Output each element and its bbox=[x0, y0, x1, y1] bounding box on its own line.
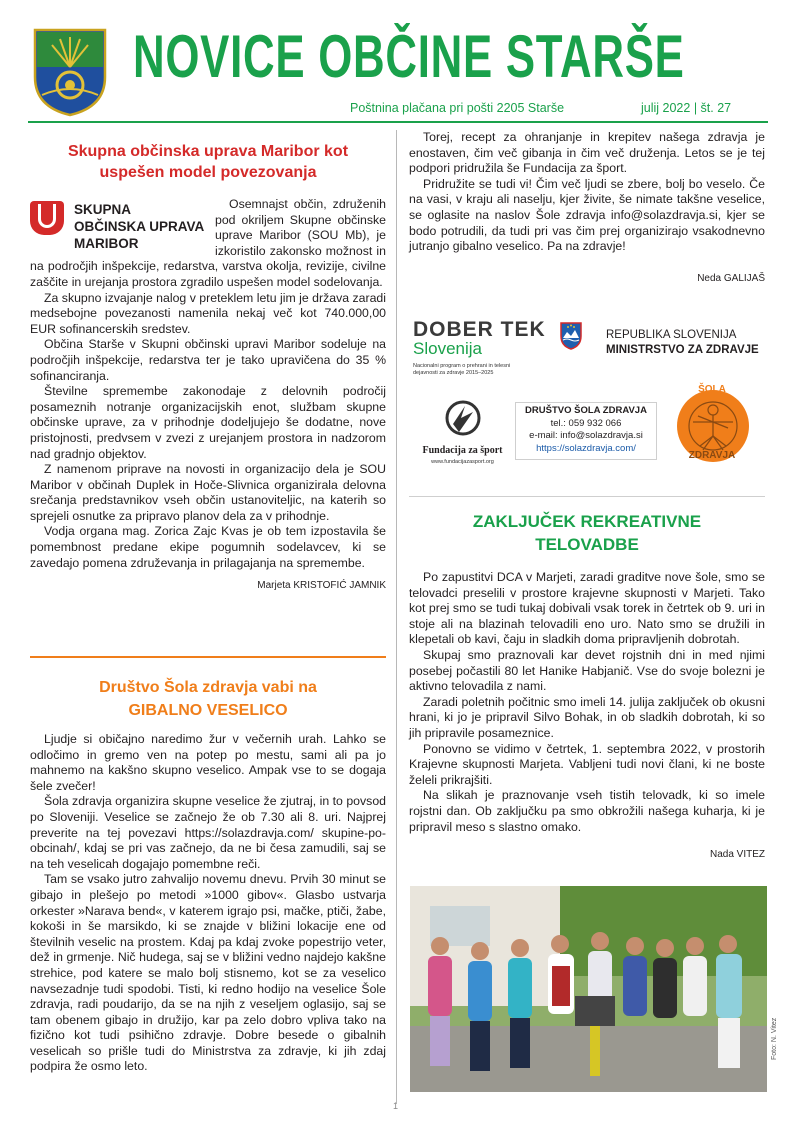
heading-line: ZAKLJUČEK REKREATIVNE bbox=[472, 512, 702, 531]
article-body bbox=[409, 130, 765, 255]
postage-note: Poštnina plačana pri pošti 2205 Starše bbox=[350, 101, 565, 115]
heading-line: GIBALNO VESELICO bbox=[128, 702, 288, 719]
paragraph: Po zapustitvi DCA v Marjeti, zaradi graditve nove šole, smo se telovadci preselili v prostore krajevne skupnosti v Marjeti. Tako kot prej smo se tudi tukaj dobivali vsak torek in četrtek ob 9. uri in stoje ali na blazinah telovadili eno uro. Nato smo se družili in klepetali ob kavi, čaju in sladkih doma pripravljenih dobrotah. bbox=[409, 570, 765, 647]
fundacija-url: www.fundacijazasport.org bbox=[431, 459, 494, 465]
paragraph: Zaradi poletnih počitnic smo imeli 14. julija zaključek ob okusni hrani, ki jo je pripravil Silvo Bohak, in ob sladkih dobrotah, ki so jih pripravile posameznice. bbox=[409, 694, 765, 740]
paragraph: Številne spremembe zakonodaje z delovnih področij posameznih notranje organizacijskih enot, službam skupne občinske uprave, za v prihodnje dodeljujejo še dodatne, nove pristojnosti, predvsem v zvezi z urejanjem prostora in nadzorom nad gradnjo objektov. bbox=[30, 384, 386, 461]
article-body bbox=[30, 732, 386, 1075]
drustvo-contact-box bbox=[515, 402, 657, 460]
photo-credit: Foto: N. Vitez bbox=[771, 1017, 778, 1060]
heading-line: Skupna občinska uprava Maribor kot bbox=[67, 143, 349, 160]
article-body bbox=[30, 197, 386, 571]
paragraph: Šola zdravja organizira skupne veselice že zjutraj, in to povsod po Sloveniji. Veselice se začnejo že ob 7.30 ali 8. uri. Najprej preverite na tej povezavi https://solazdravja.com/ skupine-po-obcinah/, kdaj se pri vas začnejo, da ne bi česa zamudili, saj se na teh veselicah dogajajo pomembne reči. bbox=[30, 794, 386, 871]
sponsor-logos bbox=[410, 318, 765, 468]
article-heading bbox=[30, 676, 386, 722]
fundacija-za-sport-logo bbox=[410, 398, 515, 466]
paragraph: Vodja organa mag. Zorica Zajc Kvas je ob tem izpostavila še pomembnost predane ekipe pogumnih sodelavcev, ki se zavedajo pomena združevanja in prilagajanja na spremembe. bbox=[30, 524, 386, 570]
article-body bbox=[409, 570, 765, 835]
logo-line: OBČINSKA UPRAVA bbox=[74, 219, 205, 234]
logo-subtitle: Nacionalni program o prehrani in telesni dejavnosti za zdravje 2015–2025 bbox=[413, 363, 511, 376]
section-separator bbox=[409, 496, 765, 497]
paragraph: Ponovno se vidimo v četrtek, 1. septembra 2022, v prostorih Krajevne skupnosti Marjeta. Vabljeni tudi novi člani, ki ne boste želeli prikrajšiti. bbox=[409, 741, 765, 787]
sou-shield-icon bbox=[30, 201, 64, 235]
masthead-title: NOVICE OBČINE STARŠE bbox=[133, 23, 685, 90]
paragraph: Občina Starše v Skupni občinski upravi Maribor sodeluje na področjih inšpekcije, redarstva ter je tako upravičena do 35 % sofinanciranja. bbox=[30, 337, 386, 383]
article-gibalna-veselica-continued bbox=[409, 130, 765, 284]
paragraph: Tam se vsako jutro zahvalijo novemu dnevu. Prvih 30 minut se gibajo in plešejo po metodi »1000 gibov«. Glasbo ustvarja orkester »Narava bend«, v katerem igrajo psi, mačke, ptiči, žabe, kokoši in še marsikdo, ki se znajde v bližini lokacije ene od številnih veselic na prostem. Kdaj pa kdaj zvoke popestrijo veter, dež in grmenje. Nič hudega, saj se v bližini vedno najdejo kakšne strehice, pod katere se malo bolj stisnemo, kot se za veselico navsezadnje tudi spodobi. Tisti, ki redno hodijo na veselice Šole zdravja, radi poudarijo, da se na njih z veseljem oglasijo, saj se tam obenem gibajo in družijo, kar pa zelo dobro vpliva tako na fizično kot tudi psihično zdravje. Dobre besede o gibalnih veselicah so prišle tudi do Ministrstva za zdravje, ki jih zdaj podpira že osmo leto. bbox=[30, 872, 386, 1074]
paragraph: Pridružite se tudi vi! Čim več ljudi se zbere, bolj bo veselo. Če na vasi, v kraju ali naselju, kjer živite, še nimate takšne veselice, se oglasite na naslov Šole zdravja info@solazdravja.si, kjer se bodo potrudili, da tudi pri vas čim prej organizirajo vsakodnevno jutranjo gibalno veselico. Pa na zdravje! bbox=[409, 176, 765, 254]
paragraph: Na slikah je praznovanje vseh tistih telovadk, ki so imele rojstni dan. Ob zaključku pa smo obkrožili našega kuharja, ki je pripravil meso s slastno omako. bbox=[409, 788, 765, 834]
section-separator bbox=[30, 656, 386, 658]
contact-phone: tel.: 059 932 066 bbox=[550, 417, 622, 429]
ministry-line: REPUBLIKA SLOVENIJA bbox=[606, 329, 737, 341]
sola-logo-bottom-text: ZDRAVJA bbox=[688, 450, 736, 461]
heading-line: TELOVADBE bbox=[535, 535, 639, 554]
masthead-rule bbox=[28, 121, 768, 123]
heading-line: uspešen model povezovanja bbox=[99, 164, 317, 181]
paragraph: Ljudje si običajno naredimo žur v večernih urah. Lahko se odločimo in gremo ven na potep po mestu, sami ali pa jo mahnemo na kakšno skupno veselico. Ampak vse to se dogaja šele zvečer! bbox=[30, 732, 386, 793]
article-signature: Nada VITEZ bbox=[709, 849, 765, 861]
article-signature: Marjeta KRISTOFIĆ JAMNIK bbox=[257, 580, 386, 592]
article-gibalna-veselica bbox=[30, 676, 386, 1075]
paragraph: Z namenom priprave na novosti in organizacijo dela je SOU Maribor v občinah Duplek in Hoče-Slivnica organizirala delovna srečanja predstavnikov vseh občin ustanoviteljic, na katerih so sprejeli osnutke za pripravo planov dela za v prihodnje. bbox=[30, 462, 386, 523]
page-number: 1 bbox=[393, 1101, 399, 1111]
logo-name: DOBER TEK bbox=[413, 318, 546, 341]
sou-maribor-logo bbox=[30, 197, 215, 259]
sola-logo-top-text: ŠOLA bbox=[698, 384, 726, 395]
article-heading bbox=[409, 510, 765, 556]
dober-tek-logo bbox=[413, 318, 546, 377]
paragraph: Za skupno izvajanje nalog v preteklem letu jim je država zaradi medsebojne povezanosti namenila nekaj več kot 740.000,00 EUR sofinancerskih sredstev. bbox=[30, 290, 386, 336]
logo-line: MARIBOR bbox=[74, 236, 139, 251]
fundacija-emblem-icon bbox=[443, 398, 483, 438]
contact-email[interactable]: e-mail: info@solazdravja.si bbox=[529, 430, 643, 441]
slovenia-crest-icon bbox=[560, 322, 582, 350]
heading-line: Društvo Šola zdravja vabi na bbox=[99, 679, 317, 696]
paragraph: Torej, recept za ohranjanje in krepitev našega zdravja je enostaven, čim več gibanja in čim več druženja. Letos se je tej podpori pridružila še Fundacija za šport. bbox=[409, 130, 765, 176]
paragraph: Osemnajst občin, združenih pod okriljem Skupne občinske uprave Maribor (SOU Mb), je izkoristilo zakonsko možnost in na področjih inšpekcije, redarstva, varstva okolja, revizije, civilne zaščite in urejanja prostora zgradilo uspešen model sodelovanja. bbox=[30, 197, 386, 289]
article-sou-maribor bbox=[30, 141, 386, 591]
sou-logo-text bbox=[74, 201, 204, 252]
logo-line: SKUPNA bbox=[74, 202, 132, 217]
fundacija-label: Fundacija za šport bbox=[422, 445, 503, 456]
column-divider bbox=[396, 130, 397, 1104]
article-signature: Neda GALIJAŠ bbox=[697, 272, 765, 284]
group-photo bbox=[410, 886, 767, 1092]
contact-link[interactable]: https://solazdravja.com/ bbox=[536, 442, 636, 454]
coat-of-arms-icon bbox=[32, 27, 108, 117]
ministry-line: MINISTRSTVO ZA ZDRAVJE bbox=[606, 344, 759, 356]
issue-number: julij 2022 | št. 27 bbox=[641, 101, 732, 115]
article-zakljucek-telovadbe bbox=[409, 510, 765, 860]
logo-country: Slovenija bbox=[413, 339, 482, 358]
contact-title: DRUŠTVO ŠOLA ZDRAVJA bbox=[525, 405, 647, 416]
article-heading bbox=[30, 141, 386, 183]
paragraph: Skupaj smo praznovali kar devet rojstnih dni in med njimi posebej počastili 80 let Hanike Habjanič. Vse do svoje bolezni je aktivno telovadila z nami. bbox=[409, 647, 765, 694]
ministry-text bbox=[606, 328, 759, 358]
